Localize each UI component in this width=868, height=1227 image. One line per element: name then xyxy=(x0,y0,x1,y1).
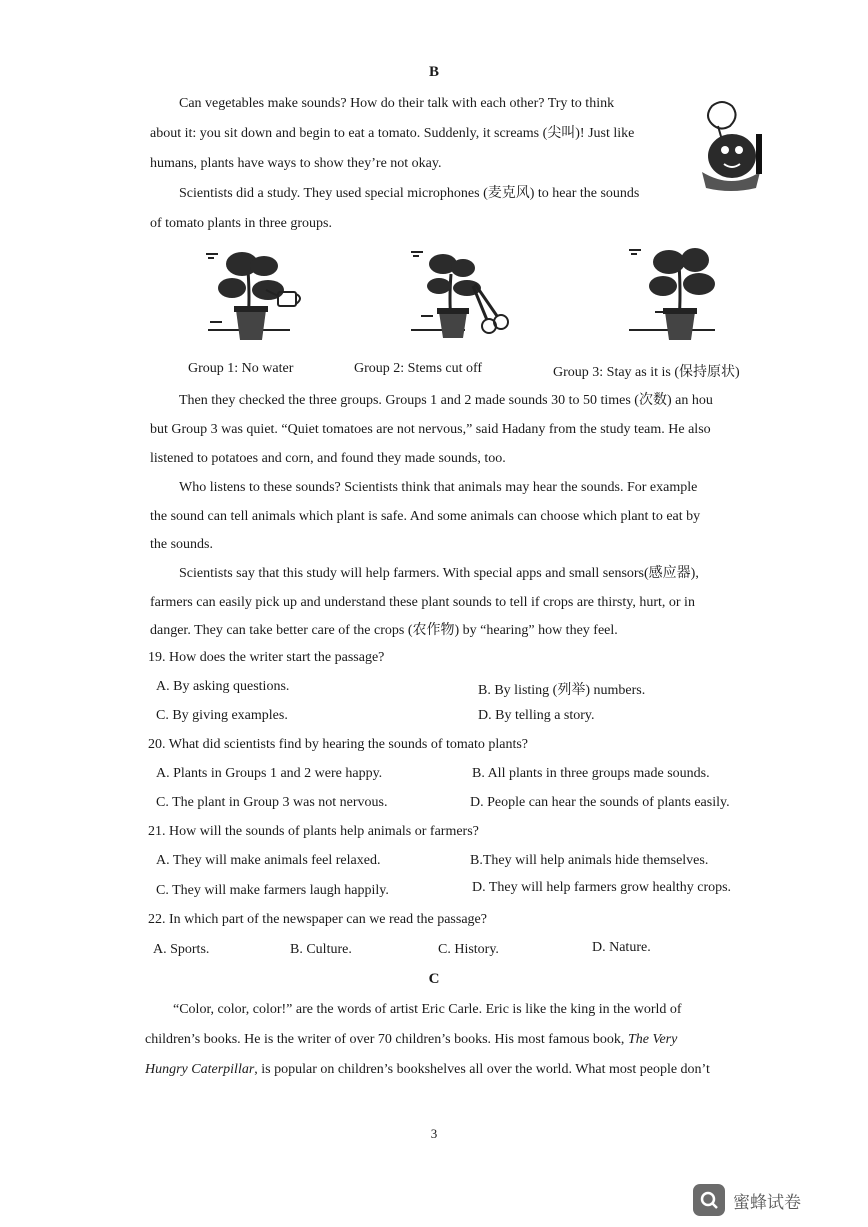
group-3-caption: Group 3: Stay as it is (保持原状) xyxy=(553,365,740,380)
section-c-line-2-text: children’s books. He is the writer of over 70 children’s books. His most famous book, xyxy=(145,1032,628,1047)
question-20-option-a[interactable]: A. Plants in Groups 1 and 2 were happy. xyxy=(156,766,383,781)
tomato-cartoon-icon xyxy=(692,98,762,198)
question-19-option-c[interactable]: C. By giving examples. xyxy=(156,708,288,723)
question-19-option-d[interactable]: D. By telling a story. xyxy=(478,708,595,723)
question-22-stem: 22. In which part of the newspaper can we read the passage? xyxy=(148,912,487,927)
paragraph-4-line-1: Who listens to these sounds? Scientists think that animals may hear the sounds. For example xyxy=(179,480,698,495)
page-number: 3 xyxy=(430,1126,438,1141)
question-21-option-b[interactable]: B.They will help animals hide themselves. xyxy=(470,853,709,868)
paragraph-3-line-1: Then they checked the three groups. Groups 1 and 2 made sounds 30 to 50 times (次数) an hou xyxy=(179,393,713,408)
question-19-option-a[interactable]: A. By asking questions. xyxy=(156,679,290,694)
question-22-option-a[interactable]: A. Sports. xyxy=(153,942,210,957)
paragraph-3-line-3: listened to potatoes and corn, and found they made sounds, too. xyxy=(150,451,506,466)
scissors-icon xyxy=(473,284,508,333)
section-c-line-2 xyxy=(145,1025,761,1054)
paragraph-5-line-1: Scientists say that this study will help farmers. With special apps and small sensors(感应器), xyxy=(179,566,699,581)
group-1-caption: Group 1: No water xyxy=(188,361,294,376)
question-21-option-a[interactable]: A. They will make animals feel relaxed. xyxy=(156,853,381,868)
paragraph-1-line-3: humans, plants have ways to show they’re not okay. xyxy=(150,156,442,171)
question-20-option-b[interactable]: B. All plants in three groups made sounds. xyxy=(472,766,710,781)
question-19-option-b[interactable]: B. By listing (列举) numbers. xyxy=(478,683,646,698)
paragraph-5-line-3: danger. They can take better care of the crops (农作物) by “hearing” how they feel. xyxy=(150,623,618,638)
paragraph-2-line-1: Scientists did a study. They used special microphones (麦克风) to hear the sounds xyxy=(179,186,640,201)
group-2-caption: Group 2: Stems cut off xyxy=(354,361,483,376)
question-19-stem: 19. How does the writer start the passage? xyxy=(148,650,385,665)
group-2-plant-illustration xyxy=(405,240,515,355)
section-c-line-1: “Color, color, color!” are the words of artist Eric Carle. Eric is like the king in the world of xyxy=(173,1002,682,1017)
section-b-title: B xyxy=(428,64,439,80)
book-title-part-1: The Very xyxy=(627,1032,678,1047)
search-icon xyxy=(693,1184,725,1216)
question-22-option-b[interactable]: B. Culture. xyxy=(290,942,352,957)
watermark xyxy=(693,1183,823,1217)
question-21-option-d[interactable]: D. They will help farmers grow healthy crops. xyxy=(472,880,732,895)
paragraph-4-line-2: the sound can tell animals which plant is safe. And some animals can choose which plant to eat by xyxy=(150,509,701,524)
section-c-title: C xyxy=(428,971,440,987)
paragraph-1-line-1: Can vegetables make sounds? How do their talk with each other? Try to think xyxy=(179,96,615,111)
book-title-part-2: Hungry Caterpillar xyxy=(145,1062,255,1077)
paragraph-4-line-3: the sounds. xyxy=(150,537,213,552)
paragraph-2-line-2: of tomato plants in three groups. xyxy=(150,216,332,231)
question-20-stem: 20. What did scientists find by hearing the sounds of tomato plants? xyxy=(148,737,529,752)
question-21-option-c[interactable]: C. They will make farmers laugh happily. xyxy=(156,883,389,898)
group-1-plant-illustration xyxy=(200,240,310,355)
question-20-option-c[interactable]: C. The plant in Group 3 was not nervous. xyxy=(156,795,388,810)
section-c-line-3-text: , is popular on children’s bookshelves all over the world. What most people don’t xyxy=(254,1062,710,1077)
paragraph-5-line-2: farmers can easily pick up and understand these plant sounds to tell if crops are thirsty, hurt, or in xyxy=(150,595,695,610)
question-22-option-d[interactable]: D. Nature. xyxy=(592,940,651,955)
watermark-text: 蜜蜂试卷 xyxy=(733,1192,801,1213)
paragraph-1-line-2: about it: you sit down and begin to eat a tomato. Suddenly, it screams (尖叫)! Just like xyxy=(150,126,635,141)
section-c-line-3 xyxy=(145,1055,761,1084)
question-20-option-d[interactable]: D. People can hear the sounds of plants easily. xyxy=(470,795,730,810)
question-22-option-c[interactable]: C. History. xyxy=(438,942,499,957)
question-21-stem: 21. How will the sounds of plants help animals or farmers? xyxy=(148,824,479,839)
group-3-plant-illustration xyxy=(625,240,735,355)
paragraph-3-line-2: but Group 3 was quiet. “Quiet tomatoes are not nervous,” said Hadany from the study team. He also xyxy=(150,422,711,437)
